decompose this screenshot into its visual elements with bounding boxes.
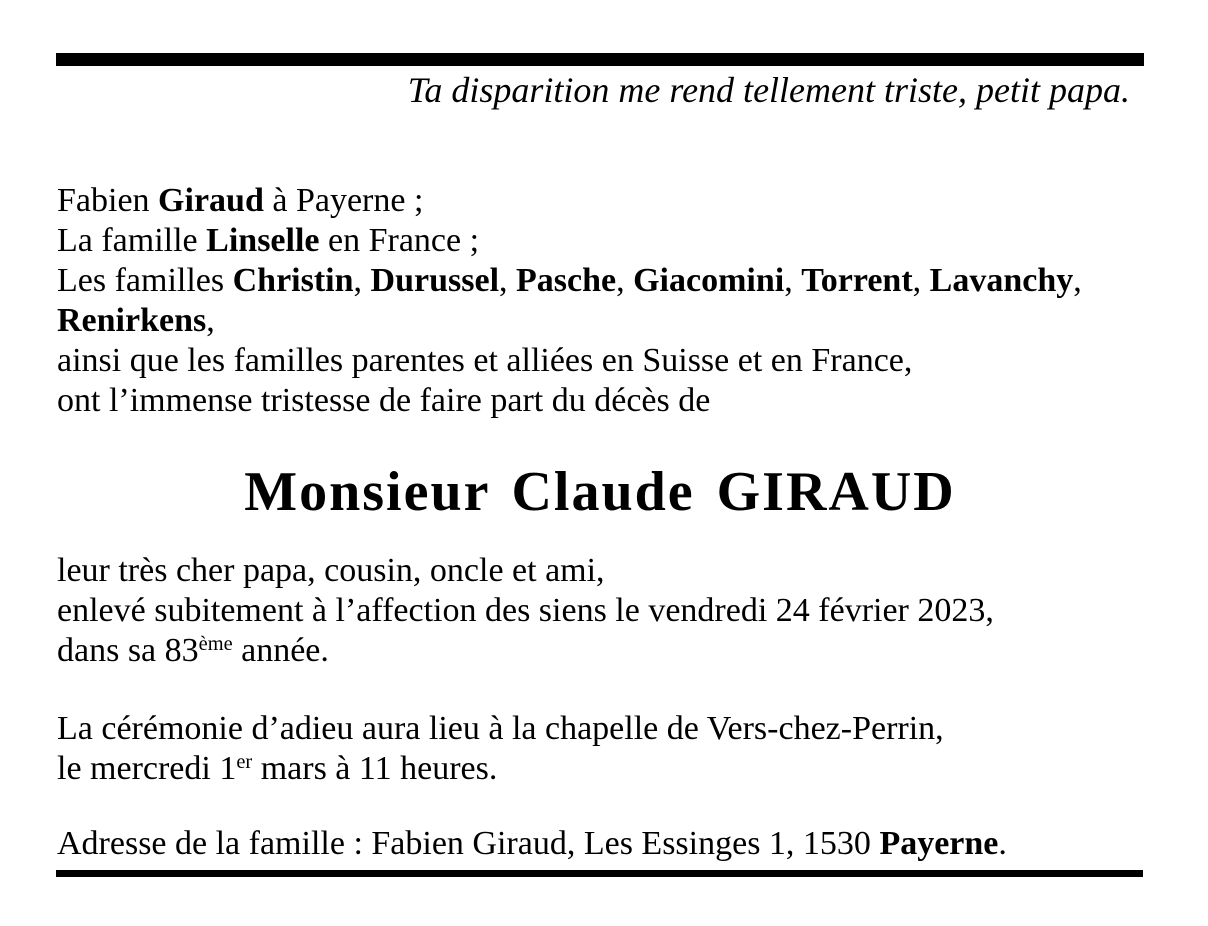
intro-line: Fabien Giraud à Payerne ; (57, 182, 424, 219)
deceased-name-title: Monsieur Claude GIRAUD (244, 461, 956, 523)
ceremony-line: le mercredi 1er mars à 11 heures. (57, 750, 498, 787)
family-address-block (57, 824, 1007, 864)
intro-line: Renirkens, (57, 302, 215, 339)
ceremony-line: La cérémonie d’adieu aura lieu à la chapelle de Vers-chez-Perrin, (57, 710, 944, 747)
intro-line: La famille Linselle en France ; (57, 222, 480, 259)
deceased-line: leur très cher papa, cousin, oncle et ami, (57, 552, 605, 589)
ceremony-block (57, 709, 944, 789)
intro-line: ainsi que les familles parentes et alliées en Suisse et en France, (57, 342, 913, 379)
intro-line: ont l’immense tristesse de faire part du décès de (57, 382, 711, 419)
address-line: Adresse de la famille : Fabien Giraud, Les Essinges 1, 1530 Payerne. (57, 825, 1007, 862)
bottom-rule (56, 870, 1143, 877)
deceased-line: dans sa 83ème année. (57, 632, 329, 669)
family-intro-block (57, 181, 1082, 421)
epigraph: Ta disparition me rend tellement triste, petit papa. (407, 70, 1130, 110)
deceased-details-block (57, 551, 994, 671)
top-rule (56, 53, 1144, 66)
intro-line: Les familles Christin, Durussel, Pasche, Giacomini, Torrent, Lavanchy, (57, 262, 1082, 299)
deceased-line: enlevé subitement à l’affection des siens le vendredi 24 février 2023, (57, 592, 994, 629)
